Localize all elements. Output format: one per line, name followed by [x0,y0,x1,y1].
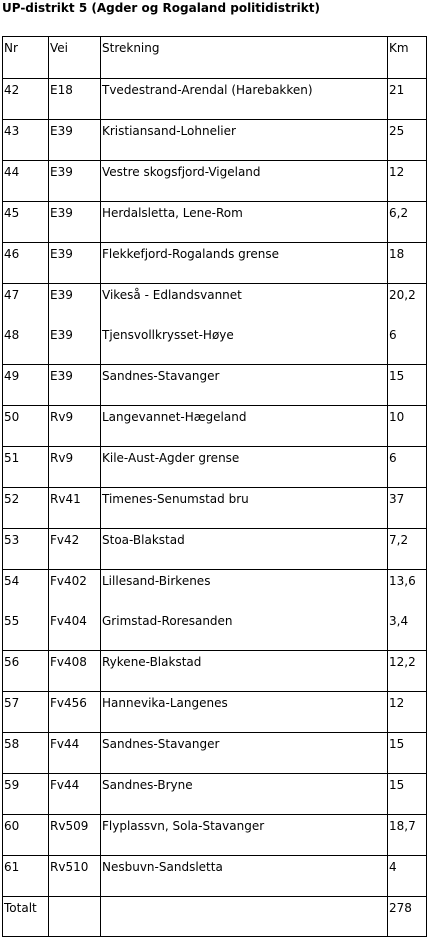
table-row [3,692,427,733]
cell-vei-line2: Fv404 [50,614,87,628]
cell-strekning-line2: Tjensvollkrysset-Høye [102,328,234,342]
table-row [3,651,427,692]
table-header-row [3,37,427,79]
cell-strekning: Herdalsletta, Lene-Rom [101,202,388,243]
cell-km: 6 [388,447,427,488]
cell-strekning: Kristiansand-Lohnelier [101,120,388,161]
cell-nr: 44 [3,161,49,202]
cell-nr [3,284,49,365]
cell-vei: E39 [49,243,101,284]
cell-km [388,570,427,651]
cell-vei: Fv42 [49,529,101,570]
header-nr: Nr [3,37,49,79]
cell-km: 15 [388,365,427,406]
cell-strekning: Rykene-Blakstad [101,651,388,692]
cell-vei: Rv510 [49,856,101,897]
cell-km: 7,2 [388,529,427,570]
cell-vei: E39 [49,120,101,161]
cell-strekning: Tvedestrand-Arendal (Harebakken) [101,79,388,120]
cell-strekning: Vestre skogsfjord-Vigeland [101,161,388,202]
cell-strekning: Sandnes-Bryne [101,774,388,815]
cell-nr: 50 [3,406,49,447]
cell-nr: 53 [3,529,49,570]
table-row [3,120,427,161]
cell-strekning-line2: Grimstad-Roresanden [102,614,233,628]
table-row [3,202,427,243]
cell-vei: Rv509 [49,815,101,856]
cell-nr: 61 [3,856,49,897]
cell-km: 18,7 [388,815,427,856]
cell-strekning-line1: Vikeså - Edlandsvannet [102,288,242,302]
cell-vei-line1: E39 [50,288,73,302]
table-row [3,733,427,774]
cell-vei-line1: Fv402 [50,574,87,588]
cell-strekning: Nesbuvn-Sandsletta [101,856,388,897]
table-row [3,488,427,529]
cell-nr: 45 [3,202,49,243]
cell-vei [49,570,101,651]
cell-km: 37 [388,488,427,529]
table-row [3,856,427,897]
cell-strekning-line1: Lillesand-Birkenes [102,574,211,588]
cell-nr: 49 [3,365,49,406]
total-km: 278 [388,897,427,937]
cell-strekning [101,570,388,651]
cell-nr: 43 [3,120,49,161]
cell-vei: Fv44 [49,774,101,815]
table-row [3,447,427,488]
cell-km: 4 [388,856,427,897]
cell-km: 6,2 [388,202,427,243]
table-total-row [3,897,427,937]
total-vei [49,897,101,937]
cell-km: 21 [388,79,427,120]
cell-km-line1: 20,2 [389,288,416,302]
table-row [3,284,427,365]
cell-vei-line2: E39 [50,328,73,342]
cell-nr: 56 [3,651,49,692]
cell-nr: 51 [3,447,49,488]
cell-km: 12 [388,692,427,733]
cell-nr: 42 [3,79,49,120]
cell-nr: 60 [3,815,49,856]
cell-nr-line1: 54 [4,574,20,588]
cell-nr: 57 [3,692,49,733]
table-row [3,774,427,815]
cell-strekning: Sandnes-Stavanger [101,365,388,406]
table-row [3,815,427,856]
cell-km-line2: 6 [389,328,397,342]
cell-strekning: Kile-Aust-Agder grense [101,447,388,488]
cell-strekning: Sandnes-Stavanger [101,733,388,774]
cell-km: 12,2 [388,651,427,692]
cell-vei: E39 [49,202,101,243]
road-sections-table [2,36,427,937]
table-row [3,79,427,120]
cell-vei: E18 [49,79,101,120]
cell-km-line1: 13,6 [389,574,416,588]
table-row [3,529,427,570]
table-row [3,161,427,202]
header-vei: Vei [49,37,101,79]
cell-vei: E39 [49,161,101,202]
page-title: UP-distrikt 5 (Agder og Rogaland politidistrikt) [2,1,320,15]
cell-km-line2: 3,4 [389,614,409,628]
cell-km: 15 [388,774,427,815]
cell-nr [3,570,49,651]
cell-km: 12 [388,161,427,202]
cell-vei: Rv9 [49,406,101,447]
header-strekning: Strekning [101,37,388,79]
table-row [3,406,427,447]
cell-strekning: Hannevika-Langenes [101,692,388,733]
total-strekning [101,897,388,937]
cell-km: 15 [388,733,427,774]
cell-km [388,284,427,365]
cell-nr-line2: 55 [4,614,20,628]
table-row [3,570,427,651]
cell-nr-line2: 48 [4,328,20,342]
cell-strekning: Timenes-Senumstad bru [101,488,388,529]
total-label: Totalt [3,897,49,937]
cell-nr: 58 [3,733,49,774]
cell-strekning: Flyplassvn, Sola-Stavanger [101,815,388,856]
cell-vei: Fv44 [49,733,101,774]
cell-nr-line1: 47 [4,288,20,302]
cell-strekning [101,284,388,365]
cell-strekning: Stoa-Blakstad [101,529,388,570]
cell-strekning: Flekkefjord-Rogalands grense [101,243,388,284]
cell-vei: Fv456 [49,692,101,733]
cell-nr: 46 [3,243,49,284]
cell-vei [49,284,101,365]
cell-vei: Rv9 [49,447,101,488]
cell-nr: 52 [3,488,49,529]
cell-vei: Fv408 [49,651,101,692]
cell-km: 10 [388,406,427,447]
cell-km: 18 [388,243,427,284]
cell-km: 25 [388,120,427,161]
cell-strekning: Langevannet-Hægeland [101,406,388,447]
table-row [3,365,427,406]
cell-nr: 59 [3,774,49,815]
header-km: Km [388,37,427,79]
cell-vei: Rv41 [49,488,101,529]
table-row [3,243,427,284]
cell-vei: E39 [49,365,101,406]
